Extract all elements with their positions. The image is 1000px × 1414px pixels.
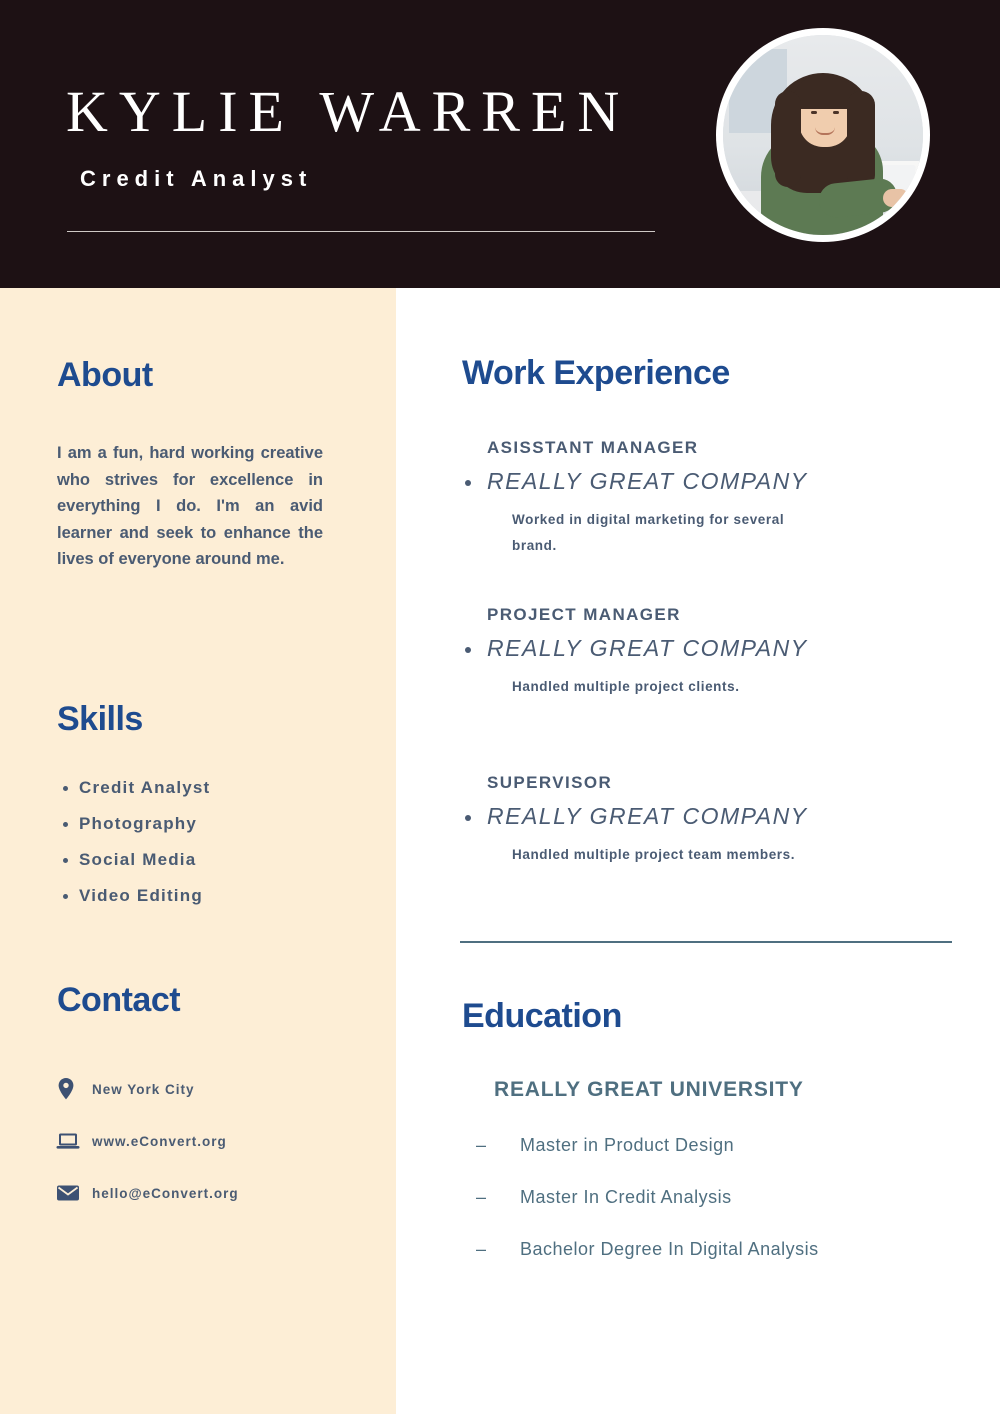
list-item: – Bachelor Degree In Digital Analysis	[476, 1232, 976, 1266]
contact-email-text[interactable]: hello@eConvert.org	[92, 1185, 239, 1201]
list-item: Credit Analyst	[79, 778, 357, 798]
skills-list	[57, 778, 357, 922]
main-content	[396, 288, 1000, 1414]
job-company: REALLY GREAT COMPANY	[487, 635, 982, 662]
laptop-icon	[56, 1128, 86, 1154]
page-title: KYLIE WARREN	[66, 79, 631, 144]
contact-section-title: Contact	[57, 981, 181, 1019]
work-entry	[462, 438, 982, 559]
contact-website-text[interactable]: www.eConvert.org	[92, 1133, 227, 1149]
list-item	[56, 1063, 376, 1115]
profile-photo	[723, 35, 923, 235]
skills-section-title: Skills	[57, 700, 143, 738]
list-item[interactable]	[56, 1115, 376, 1167]
avatar	[716, 28, 930, 242]
job-description: Worked in digital marketing for several brand.	[512, 512, 785, 553]
list-item: – Master In Credit Analysis	[476, 1180, 976, 1214]
about-section-title: About	[57, 356, 153, 394]
list-item: – Master in Product Design	[476, 1128, 976, 1162]
header-banner	[0, 0, 1000, 288]
work-entry	[462, 605, 982, 700]
list-item: Photography	[79, 814, 357, 834]
list-item: Video Editing	[79, 886, 357, 906]
job-role: ASISSTANT MANAGER	[487, 438, 699, 457]
header-divider	[67, 231, 655, 232]
job-role: SUPERVISOR	[487, 773, 613, 792]
job-title-subtitle: Credit Analyst	[80, 166, 313, 191]
list-item: Social Media	[79, 850, 357, 870]
sidebar	[0, 288, 396, 1414]
education-school: REALLY GREAT UNIVERSITY	[494, 1078, 804, 1101]
job-company: REALLY GREAT COMPANY	[487, 468, 982, 495]
job-role: PROJECT MANAGER	[487, 605, 681, 624]
envelope-icon	[56, 1180, 86, 1206]
job-company: REALLY GREAT COMPANY	[487, 803, 982, 830]
contact-location-text: New York City	[92, 1081, 195, 1097]
contact-list	[56, 1063, 376, 1219]
about-text: I am a fun, hard working creative who strives for excellence in everything I do. I'm an avid learner and seek to enhance the lives of everyone around me.	[57, 444, 323, 568]
location-pin-icon	[56, 1076, 86, 1102]
work-entry	[462, 773, 982, 868]
education-list	[476, 1128, 976, 1284]
education-title: Education	[462, 997, 622, 1035]
job-description: Handled multiple project team members.	[512, 847, 796, 862]
work-experience-title: Work Experience	[462, 354, 730, 392]
job-description: Handled multiple project clients.	[512, 679, 740, 694]
section-divider	[460, 941, 952, 943]
list-item[interactable]	[56, 1167, 376, 1219]
